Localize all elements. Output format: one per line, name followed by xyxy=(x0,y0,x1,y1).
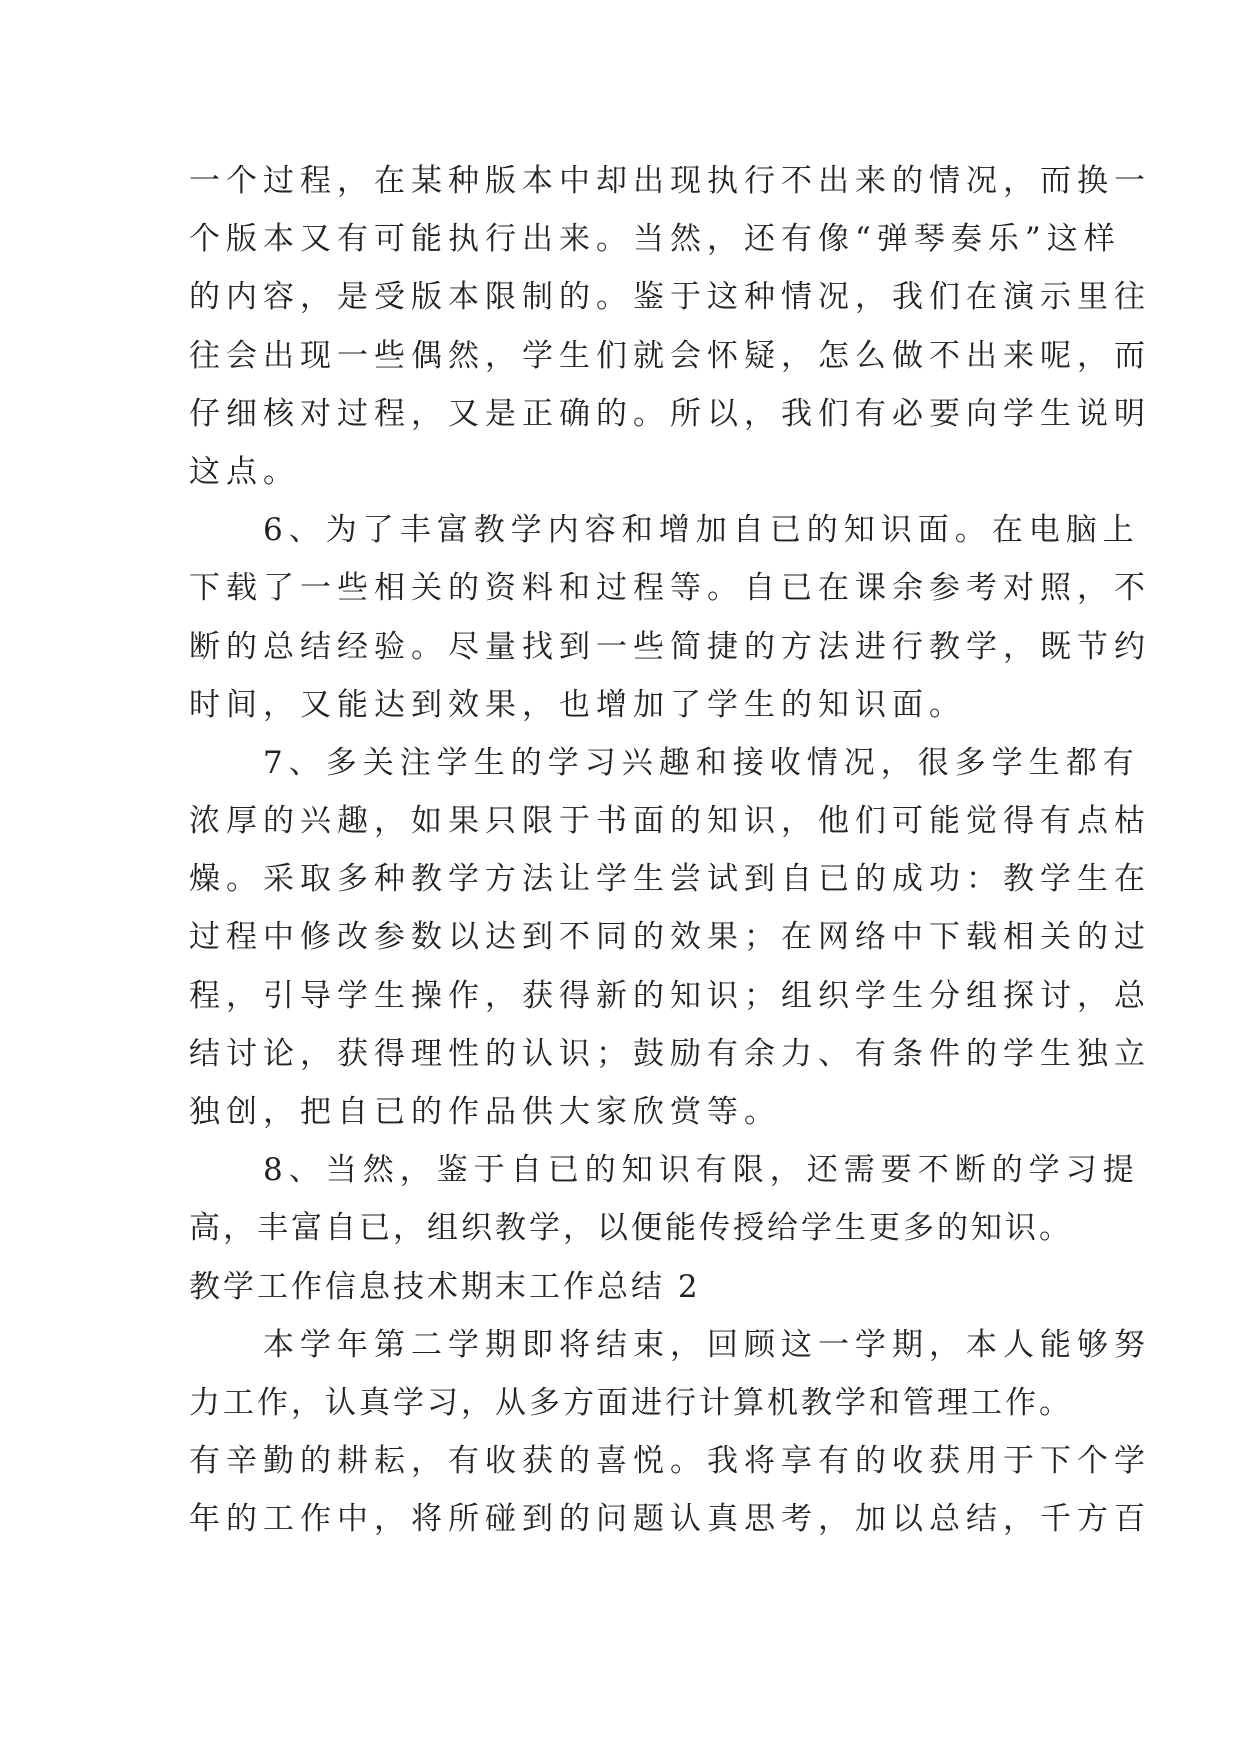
text-line: 往会出现一些偶然，学生们就会怀疑，怎么做不出来呢，而 xyxy=(189,337,1151,374)
text-line: 力工作，认真学习，从多方面进行计算机教学和管理工作。 xyxy=(189,1384,1073,1421)
section-heading: 教学工作信息技术期末工作总结 2 xyxy=(189,1268,701,1305)
text-line: 结讨论，获得理性的认识；鼓励有余力、有条件的学生独立 xyxy=(189,1035,1151,1072)
text-line: 一个过程，在某种版本中却出现执行不出来的情况，而换一 xyxy=(189,163,1151,199)
text-line: 时间，又能达到效果，也增加了学生的知识面。 xyxy=(189,686,966,723)
text-line: 过程中修改参数以达到不同的效果；在网络中下载相关的过 xyxy=(189,919,1151,956)
text-line: 独创，把自已的作品供大家欣赏等。 xyxy=(189,1094,781,1130)
text-line: 有辛勤的耕耘，有收获的喜悦。我将享有的收获用于下个学 xyxy=(189,1443,1151,1480)
text-line: 程，引导学生操作，获得新的知识；组织学生分组探讨，总 xyxy=(189,977,1151,1014)
document-body xyxy=(189,152,1151,1549)
text-line: 这点。 xyxy=(189,453,300,490)
text-line: 断的总结经验。尽量找到一些简捷的方法进行教学，既节约 xyxy=(189,628,1151,665)
paragraph-line: 本学年第二学期即将结束，回顾这一学期，本人能够努 xyxy=(189,1326,1151,1363)
text-line: 燥。采取多种教学方法让学生尝试到自已的成功：教学生在 xyxy=(189,861,1151,898)
text-line: 仔细核对过程，又是正确的。所以，我们有必要向学生说明 xyxy=(189,395,1151,432)
text-line: 年的工作中，将所碰到的问题认真思考，加以总结，千方百 xyxy=(189,1501,1151,1538)
text-line: 下载了一些相关的资料和过程等。自已在课余参考对照，不 xyxy=(189,570,1151,607)
paragraph-8-line: 8、当然，鉴于自已的知识有限，还需要不断的学习提 xyxy=(189,1152,1140,1189)
text-line: 的内容，是受版本限制的。鉴于这种情况，我们在演示里往 xyxy=(189,279,1151,316)
text-line: 浓厚的兴趣，如果只限于书面的知识，他们可能觉得有点枯 xyxy=(189,803,1151,840)
text-line: 高，丰富自已，组织教学，以便能传授给学生更多的知识。 xyxy=(189,1210,1073,1247)
text-line: 个版本又有可能执行出来。当然，还有像“弹琴奏乐”这样 xyxy=(189,221,1121,258)
paragraph-6-line: 6、为了丰富教学内容和增加自已的知识面。在电脑上 xyxy=(189,512,1140,549)
paragraph-7-line: 7、多关注学生的学习兴趣和接收情况，很多学生都有 xyxy=(189,744,1140,781)
